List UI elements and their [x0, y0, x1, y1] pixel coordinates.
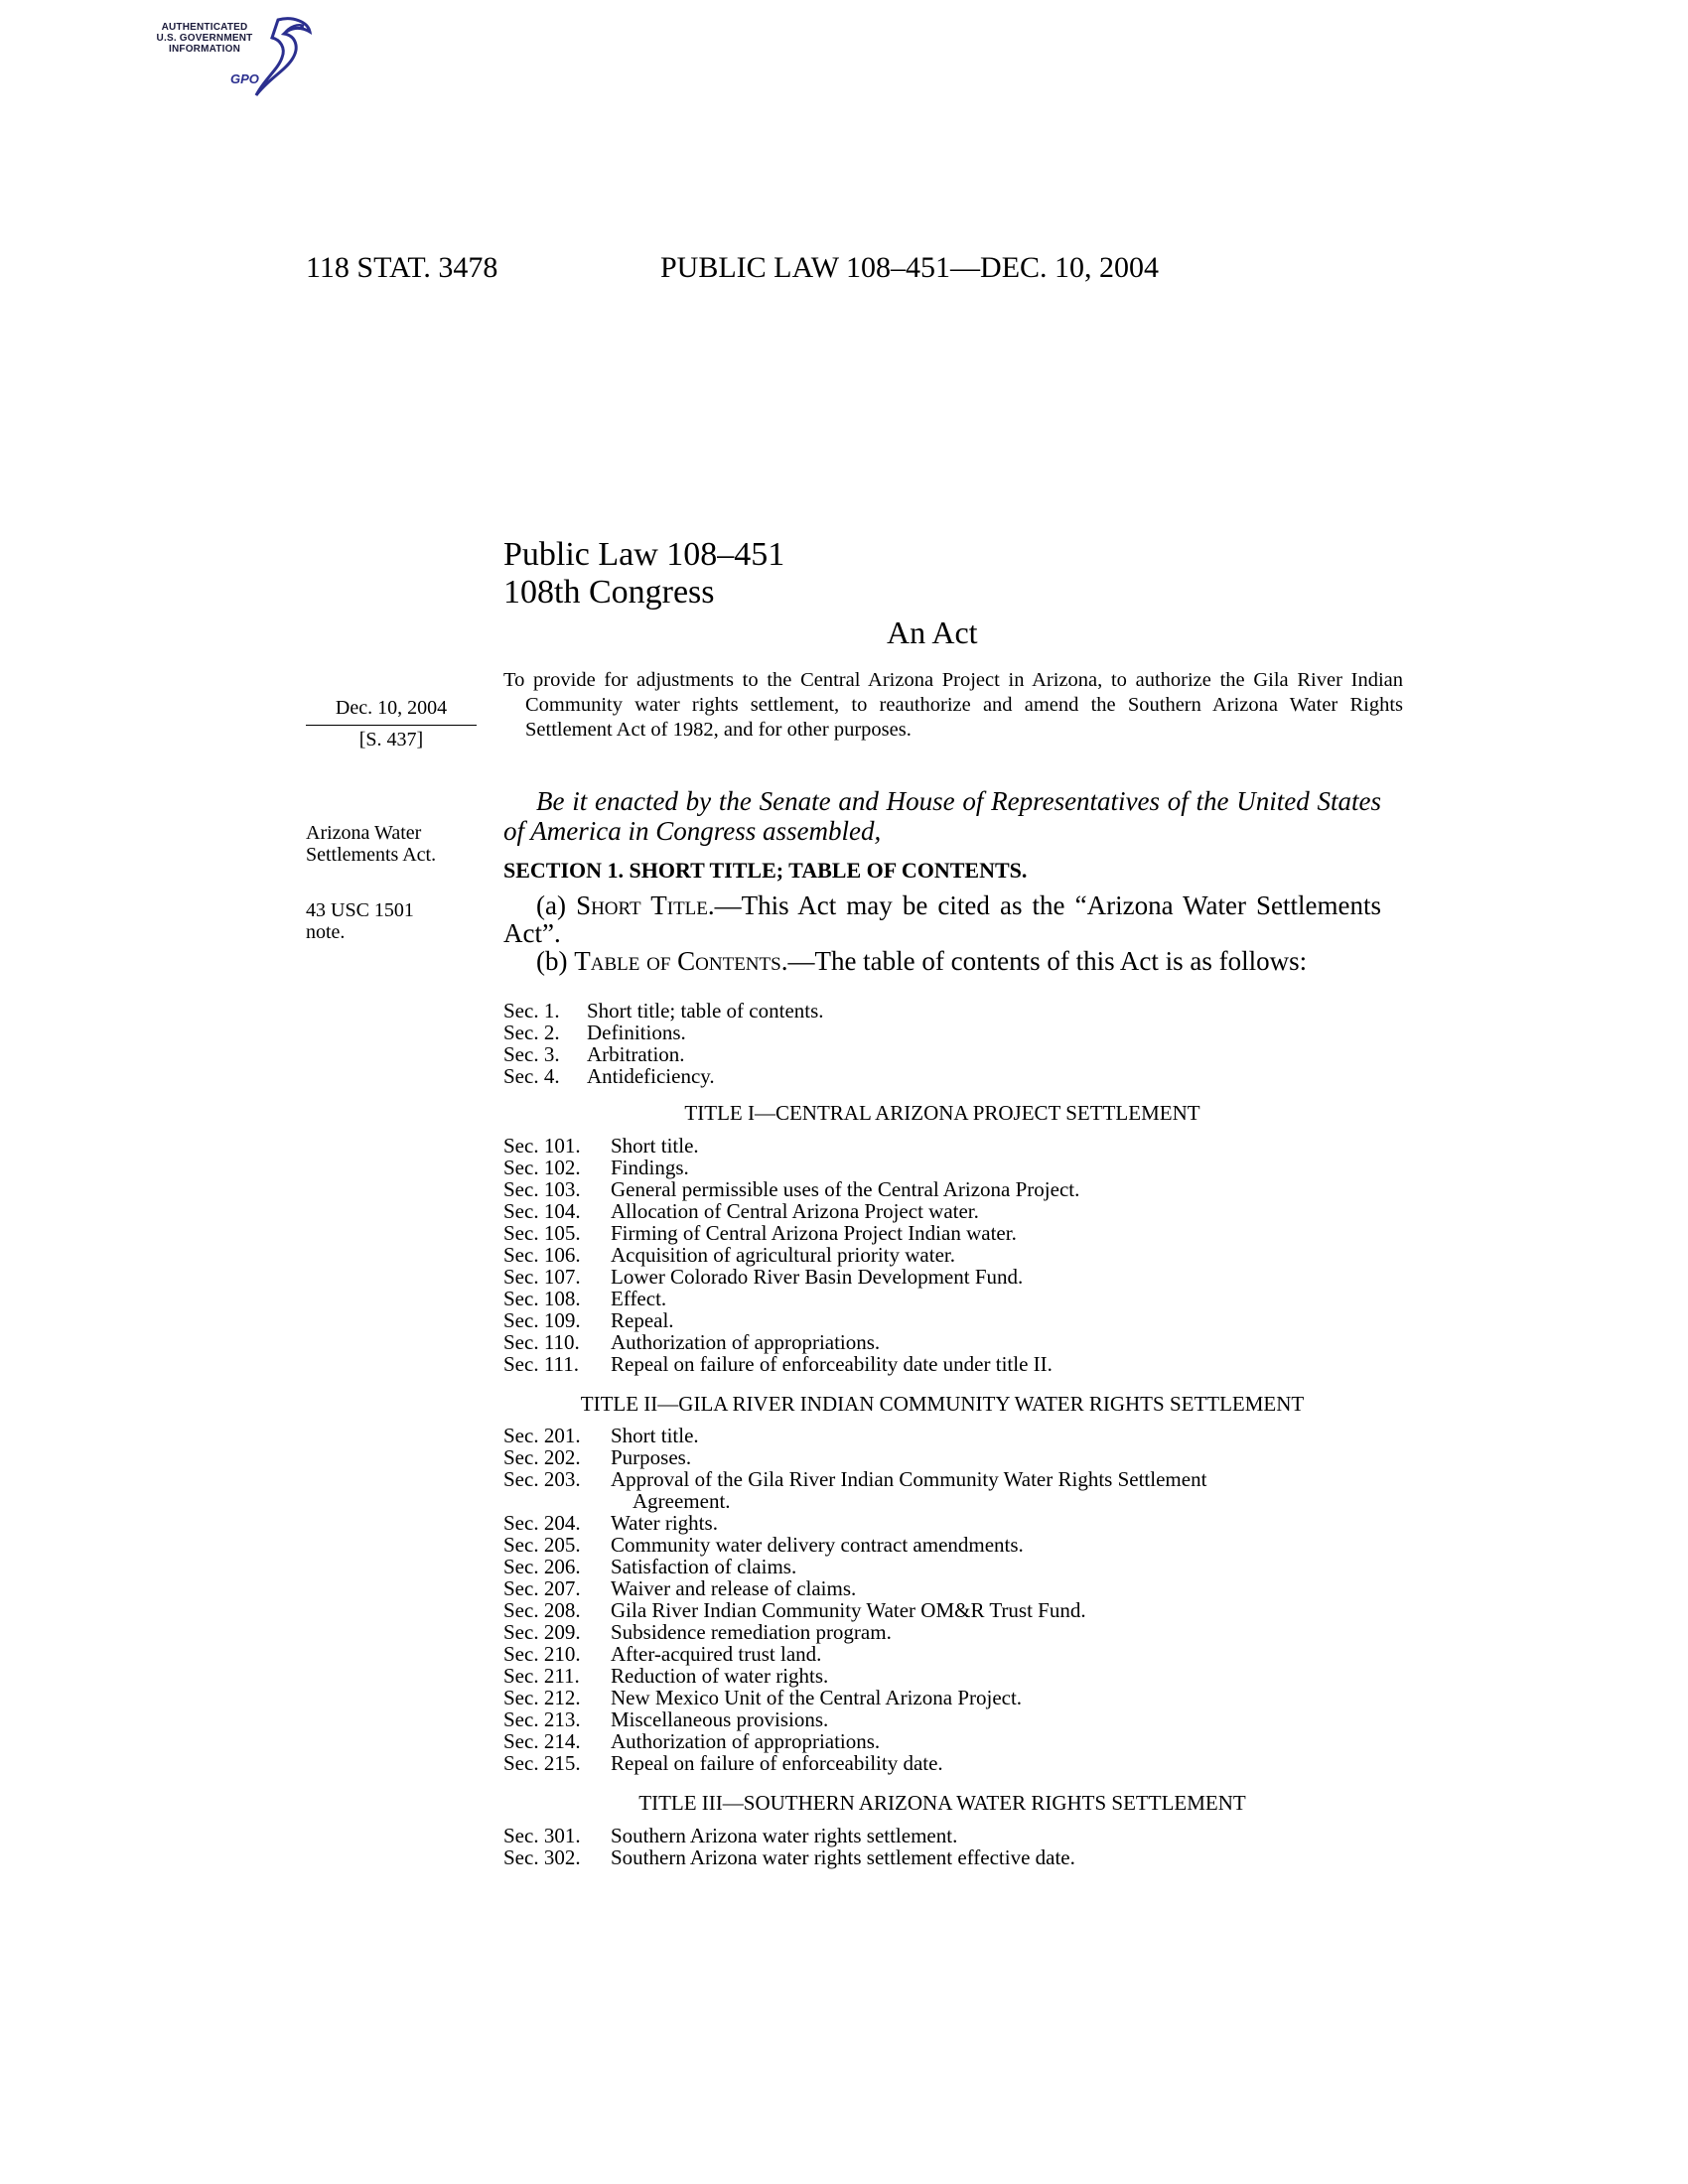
- toc-section-number: Sec. 2.: [503, 1021, 560, 1044]
- toc-section-title: Definitions.: [587, 1021, 686, 1044]
- toc-entry: [503, 1534, 1381, 1556]
- paragraph-a: [503, 891, 1381, 947]
- toc-section-title: Authorization of appropriations.: [611, 1729, 881, 1753]
- toc-entry: [503, 1331, 1381, 1353]
- toc-section-number: Sec. 109.: [503, 1308, 581, 1332]
- toc-section-number: Sec. 206.: [503, 1555, 581, 1578]
- toc-section-title-continuation: Agreement.: [633, 1489, 731, 1513]
- toc-entry: [503, 1825, 1381, 1846]
- toc-section-number: Sec. 111.: [503, 1352, 580, 1376]
- toc-section-title: Effect.: [611, 1287, 667, 1310]
- toc-section-title: New Mexico Unit of the Central Arizona Project.: [611, 1686, 1023, 1709]
- toc-section-number: Sec. 211.: [503, 1664, 580, 1688]
- toc-section-number: Sec. 201.: [503, 1424, 581, 1447]
- paragraph-text: .—The table of contents of this Act is as follows:: [780, 946, 1308, 976]
- toc-entry: [503, 1222, 1381, 1244]
- margin-note-line: 43 USC 1501: [306, 899, 414, 921]
- toc-title-heading: TITLE I—CENTRAL ARIZONA PROJECT SETTLEMENT: [684, 1101, 1200, 1125]
- toc-entry: [503, 1556, 1381, 1577]
- toc-title1-list: [503, 1135, 1381, 1375]
- toc-section-number: Sec. 209.: [503, 1620, 581, 1644]
- margin-date: Dec. 10, 2004: [335, 697, 448, 719]
- toc-section-title: Firming of Central Arizona Project Indian water.: [611, 1221, 1017, 1245]
- toc-section-number: Sec. 108.: [503, 1287, 581, 1310]
- toc-section-number: Sec. 104.: [503, 1199, 581, 1223]
- toc-section-number: Sec. 205.: [503, 1533, 581, 1557]
- toc-section-number: Sec. 4.: [503, 1064, 560, 1088]
- paragraph-caption: Table: [574, 946, 640, 976]
- toc-section-number: Sec. 215.: [503, 1751, 581, 1775]
- toc-section-number: Sec. 214.: [503, 1729, 581, 1753]
- margin-bill-number: [S. 437]: [358, 729, 424, 751]
- toc-section-number: Sec. 204.: [503, 1511, 581, 1535]
- toc-section-title: Antideficiency.: [587, 1064, 715, 1088]
- toc-entry: [503, 1288, 1381, 1309]
- toc-section-title: Approval of the Gila River Indian Community Water Rights Settlement: [611, 1467, 1207, 1491]
- toc-section-title: Satisfaction of claims.: [611, 1555, 797, 1578]
- toc-section-title: Reduction of water rights.: [611, 1664, 829, 1688]
- toc-section-title: Authorization of appropriations.: [611, 1330, 881, 1354]
- toc-section-title: Findings.: [611, 1156, 689, 1179]
- toc-section-title: General permissible uses of the Central Arizona Project.: [611, 1177, 1080, 1201]
- margin-divider: [306, 725, 477, 726]
- law-header: PUBLIC LAW 108–451—DEC. 10, 2004: [660, 251, 1160, 284]
- toc-entry: [503, 1446, 1381, 1468]
- toc-section-number: Sec. 101.: [503, 1134, 581, 1158]
- toc-section-number: Sec. 202.: [503, 1445, 581, 1469]
- toc-entry: [503, 1730, 1381, 1752]
- act-heading: An Act: [887, 614, 978, 650]
- paragraph-caption: Contents: [677, 946, 781, 976]
- gpo-authentication-seal: [139, 10, 318, 99]
- toc-entry: [503, 1621, 1381, 1643]
- toc-entry: [503, 1687, 1381, 1708]
- toc-entry: [503, 1178, 1381, 1200]
- toc-section-title: After-acquired trust land.: [611, 1642, 822, 1666]
- toc-section-number: Sec. 207.: [503, 1576, 581, 1600]
- toc-section-title: Southern Arizona water rights settlement effective date.: [611, 1845, 1075, 1869]
- paragraph-caption-of: of: [639, 946, 678, 976]
- gpo-label: GPO: [230, 71, 259, 86]
- toc-section-title: Miscellaneous provisions.: [611, 1707, 829, 1731]
- paragraph-text: .—This Act may be cited as the “Arizona Water Settlements Act”.: [503, 890, 1382, 948]
- toc-entry: [503, 1157, 1381, 1178]
- toc-section-number: Sec. 203.: [503, 1467, 581, 1491]
- margin-short-title-note: [306, 822, 436, 866]
- toc-entry: [503, 1512, 1381, 1534]
- toc-section-number: Sec. 210.: [503, 1642, 581, 1666]
- toc-section-title: Allocation of Central Arizona Project water.: [611, 1199, 979, 1223]
- toc-entry: [503, 1425, 1381, 1446]
- toc-section-number: Sec. 302.: [503, 1845, 581, 1869]
- toc-entry: [503, 1266, 1381, 1288]
- toc-section-title: Subsidence remediation program.: [611, 1620, 892, 1644]
- section-heading: SECTION 1. SHORT TITLE; TABLE OF CONTENTS.: [503, 858, 1028, 883]
- toc-section-title: Community water delivery contract amendments.: [611, 1533, 1024, 1557]
- toc-section-title: Gila River Indian Community Water OM&R Trust Fund.: [611, 1598, 1086, 1622]
- toc-entry: [503, 1468, 1381, 1512]
- law-number: Public Law 108–451: [503, 536, 785, 573]
- toc-title-heading: TITLE II—GILA RIVER INDIAN COMMUNITY WATER RIGHTS SETTLEMENT: [580, 1392, 1305, 1416]
- running-head: [0, 251, 1688, 291]
- margin-note-line: Settlements Act.: [306, 844, 437, 866]
- toc-section-number: Sec. 208.: [503, 1598, 581, 1622]
- toc-section-number: Sec. 103.: [503, 1177, 581, 1201]
- paragraph-label: (a): [536, 890, 577, 920]
- toc-section-number: Sec. 1.: [503, 999, 560, 1023]
- toc-entry: [503, 1353, 1381, 1375]
- law-title: [503, 536, 784, 612]
- toc-section-number: Sec. 301.: [503, 1824, 581, 1847]
- toc-section-title: Repeal on failure of enforceability date under title II.: [611, 1352, 1053, 1376]
- toc-entry: [503, 1000, 1381, 1022]
- toc-entry: [503, 1200, 1381, 1222]
- toc-entry: [503, 1708, 1381, 1730]
- toc-entry: [503, 1309, 1381, 1331]
- toc-section-title: Water rights.: [611, 1511, 718, 1535]
- toc-title2-list: [503, 1425, 1381, 1774]
- toc-section-title: Acquisition of agricultural priority water.: [611, 1243, 955, 1267]
- toc-section-title: Short title.: [611, 1424, 699, 1447]
- toc-entry: [503, 1846, 1381, 1868]
- toc-entry: [503, 1752, 1381, 1774]
- paragraph-b: [503, 947, 1381, 975]
- toc-main-list: [503, 1000, 1381, 1087]
- toc-entry: [503, 1022, 1381, 1043]
- toc-section-title: Waiver and release of claims.: [611, 1576, 857, 1600]
- seal-text-line: U.S. GOVERNMENT: [156, 33, 253, 44]
- toc-entry: [503, 1244, 1381, 1266]
- toc-section-title: Southern Arizona water rights settlement.: [611, 1824, 958, 1847]
- toc-section-number: Sec. 105.: [503, 1221, 581, 1245]
- seal-text-line: AUTHENTICATED: [161, 22, 248, 33]
- toc-section-number: Sec. 110.: [503, 1330, 580, 1354]
- toc-section-number: Sec. 106.: [503, 1243, 581, 1267]
- toc-entry: [503, 1135, 1381, 1157]
- seal-text-line: INFORMATION: [168, 44, 240, 55]
- toc-section-number: Sec. 213.: [503, 1707, 581, 1731]
- toc-section-title: Short title.: [611, 1134, 699, 1158]
- toc-section-title: Short title; table of contents.: [587, 999, 824, 1023]
- toc-section-number: Sec. 212.: [503, 1686, 581, 1709]
- toc-section-title: Repeal on failure of enforceability date.: [611, 1751, 943, 1775]
- toc-entry: [503, 1599, 1381, 1621]
- purpose-clause: To provide for adjustments to the Central Arizona Project in Arizona, to authorize the Gila River Indian Community water rights settlement, to reauthorize and amend the Southern Arizona Water Rights Settlement Act of 1982, and for other purposes.: [503, 669, 1403, 741]
- toc-section-number: Sec. 3.: [503, 1042, 560, 1066]
- enacting-clause: Be it enacted by the Senate and House of Representatives of the United States of America in Congress assembled,: [503, 786, 1381, 846]
- toc-section-title: Purposes.: [611, 1445, 692, 1469]
- margin-note-line: Arizona Water: [306, 822, 422, 844]
- toc-section-number: Sec. 102.: [503, 1156, 581, 1179]
- toc-section-title: Repeal.: [611, 1308, 674, 1332]
- toc-entry: [503, 1065, 1381, 1087]
- stat-citation: 118 STAT. 3478: [306, 251, 498, 284]
- toc-entry: [503, 1043, 1381, 1065]
- toc-section-title: Arbitration.: [587, 1042, 685, 1066]
- toc-title-heading: TITLE III—SOUTHERN ARIZONA WATER RIGHTS SETTLEMENT: [638, 1791, 1246, 1815]
- toc-entry: [503, 1577, 1381, 1599]
- margin-usc-note: [306, 899, 414, 943]
- margin-note-line: note.: [306, 921, 346, 943]
- toc-section-title: Lower Colorado River Basin Development Fund.: [611, 1265, 1024, 1289]
- toc-title3-list: [503, 1825, 1381, 1868]
- toc-entry: [503, 1643, 1381, 1665]
- toc-entry: [503, 1665, 1381, 1687]
- congress-number: 108th Congress: [503, 574, 715, 611]
- toc-section-number: Sec. 107.: [503, 1265, 581, 1289]
- paragraph-caption: Short Title: [576, 890, 708, 920]
- paragraph-label: (b): [536, 946, 575, 976]
